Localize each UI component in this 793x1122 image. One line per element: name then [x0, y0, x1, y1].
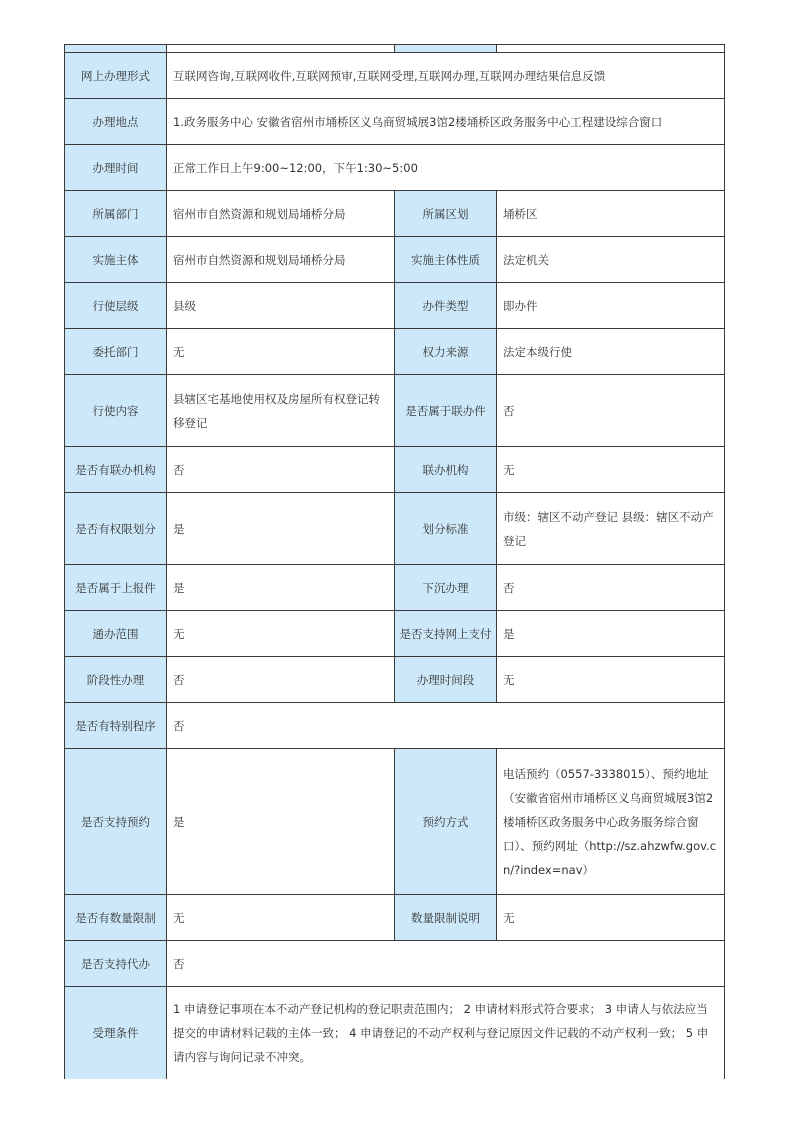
- field-label: 是否属于上报件: [65, 565, 167, 611]
- field-value: 1 申请登记事项在本不动产登记机构的登记职责范围内； 2 申请材料形式符合要求； 3 申请人与依法应当提交的申请材料记载的主体一致； 4 申请登记的不动产权利与登记原因文件记载的不动产权利一致； 5 申请内容与询问记录不冲突。: [167, 987, 725, 1079]
- field-label: 所属区划: [395, 191, 497, 237]
- field-value: 否: [497, 375, 725, 447]
- field-value: 电话预约（0557-3338015）、预约地址（安徽省宿州市埇桥区义乌商贸城展3馆2楼埇桥区政务服务中心政务服务综合窗口）、预约网址（http://sz.ahzwfw.gov.cn/?index=nav）: [497, 749, 725, 895]
- cut-cell: [497, 45, 725, 53]
- field-label: 是否有权限划分: [65, 493, 167, 565]
- field-label: 行使层级: [65, 283, 167, 329]
- table-row: [65, 53, 725, 99]
- field-label: 受理条件: [65, 987, 167, 1079]
- field-value: 无: [497, 657, 725, 703]
- table-row: [65, 749, 725, 895]
- field-label: 办理时间段: [395, 657, 497, 703]
- field-label: 下沉办理: [395, 565, 497, 611]
- cut-cell: [167, 45, 395, 53]
- field-value: 是: [497, 611, 725, 657]
- field-label: 通办范围: [65, 611, 167, 657]
- table-row: [65, 329, 725, 375]
- field-label: 是否属于联办件: [395, 375, 497, 447]
- table-row: [65, 565, 725, 611]
- field-value: 县级: [167, 283, 395, 329]
- field-value: 否: [497, 565, 725, 611]
- field-label: 划分标准: [395, 493, 497, 565]
- field-value: 法定本级行使: [497, 329, 725, 375]
- field-value: 无: [497, 895, 725, 941]
- field-label: 实施主体性质: [395, 237, 497, 283]
- table-row: [65, 895, 725, 941]
- field-value: 无: [167, 329, 395, 375]
- field-label: 办理时间: [65, 145, 167, 191]
- field-label: 是否支持网上支付: [395, 611, 497, 657]
- table-row: [65, 941, 725, 987]
- field-label: 是否支持预约: [65, 749, 167, 895]
- table-row: [65, 45, 725, 53]
- field-value: 县辖区宅基地使用权及房屋所有权登记转移登记: [167, 375, 395, 447]
- field-label: 阶段性办理: [65, 657, 167, 703]
- table-row: [65, 703, 725, 749]
- field-value: 无: [167, 895, 395, 941]
- table-row: [65, 145, 725, 191]
- field-value: 否: [167, 447, 395, 493]
- field-label: 办件类型: [395, 283, 497, 329]
- field-value: 互联网咨询,互联网收件,互联网预审,互联网受理,互联网办理,互联网办理结果信息反馈: [167, 53, 725, 99]
- field-label: 所属部门: [65, 191, 167, 237]
- field-value: 市级：辖区不动产登记 县级：辖区不动产登记: [497, 493, 725, 565]
- field-label: 权力来源: [395, 329, 497, 375]
- table-row: [65, 191, 725, 237]
- field-value: 是: [167, 565, 395, 611]
- field-label: 预约方式: [395, 749, 497, 895]
- cut-cell: [65, 45, 167, 53]
- field-value: 是: [167, 749, 395, 895]
- field-value: 埇桥区: [497, 191, 725, 237]
- field-label: 是否有数量限制: [65, 895, 167, 941]
- table-row: [65, 99, 725, 145]
- table-row: [65, 447, 725, 493]
- table-row: [65, 237, 725, 283]
- cut-cell: [395, 45, 497, 53]
- table-row: [65, 283, 725, 329]
- field-label: 联办机构: [395, 447, 497, 493]
- field-value: 是: [167, 493, 395, 565]
- field-value: 1.政务服务中心 安徽省宿州市埇桥区义乌商贸城展3馆2楼埇桥区政务服务中心工程建设综合窗口: [167, 99, 725, 145]
- field-value: 宿州市自然资源和规划局埇桥分局: [167, 237, 395, 283]
- field-label: 办理地点: [65, 99, 167, 145]
- field-label: 行使内容: [65, 375, 167, 447]
- field-label: 数量限制说明: [395, 895, 497, 941]
- field-label: 是否有特别程序: [65, 703, 167, 749]
- field-label: 是否支持代办: [65, 941, 167, 987]
- field-value: 即办件: [497, 283, 725, 329]
- field-value: 无: [167, 611, 395, 657]
- field-value: 否: [167, 941, 725, 987]
- service-info-table: [64, 44, 725, 1079]
- table-row: [65, 611, 725, 657]
- field-value: 无: [497, 447, 725, 493]
- table-row: [65, 657, 725, 703]
- field-value: 否: [167, 657, 395, 703]
- field-label: 是否有联办机构: [65, 447, 167, 493]
- field-label: 网上办理形式: [65, 53, 167, 99]
- field-value: 否: [167, 703, 725, 749]
- field-value: 宿州市自然资源和规划局埇桥分局: [167, 191, 395, 237]
- field-value: 正常工作日上午9:00~12:00，下午1:30~5:00: [167, 145, 725, 191]
- field-label: 实施主体: [65, 237, 167, 283]
- field-label: 委托部门: [65, 329, 167, 375]
- field-value: 法定机关: [497, 237, 725, 283]
- table-row: [65, 493, 725, 565]
- table-row: [65, 987, 725, 1079]
- table-row: [65, 375, 725, 447]
